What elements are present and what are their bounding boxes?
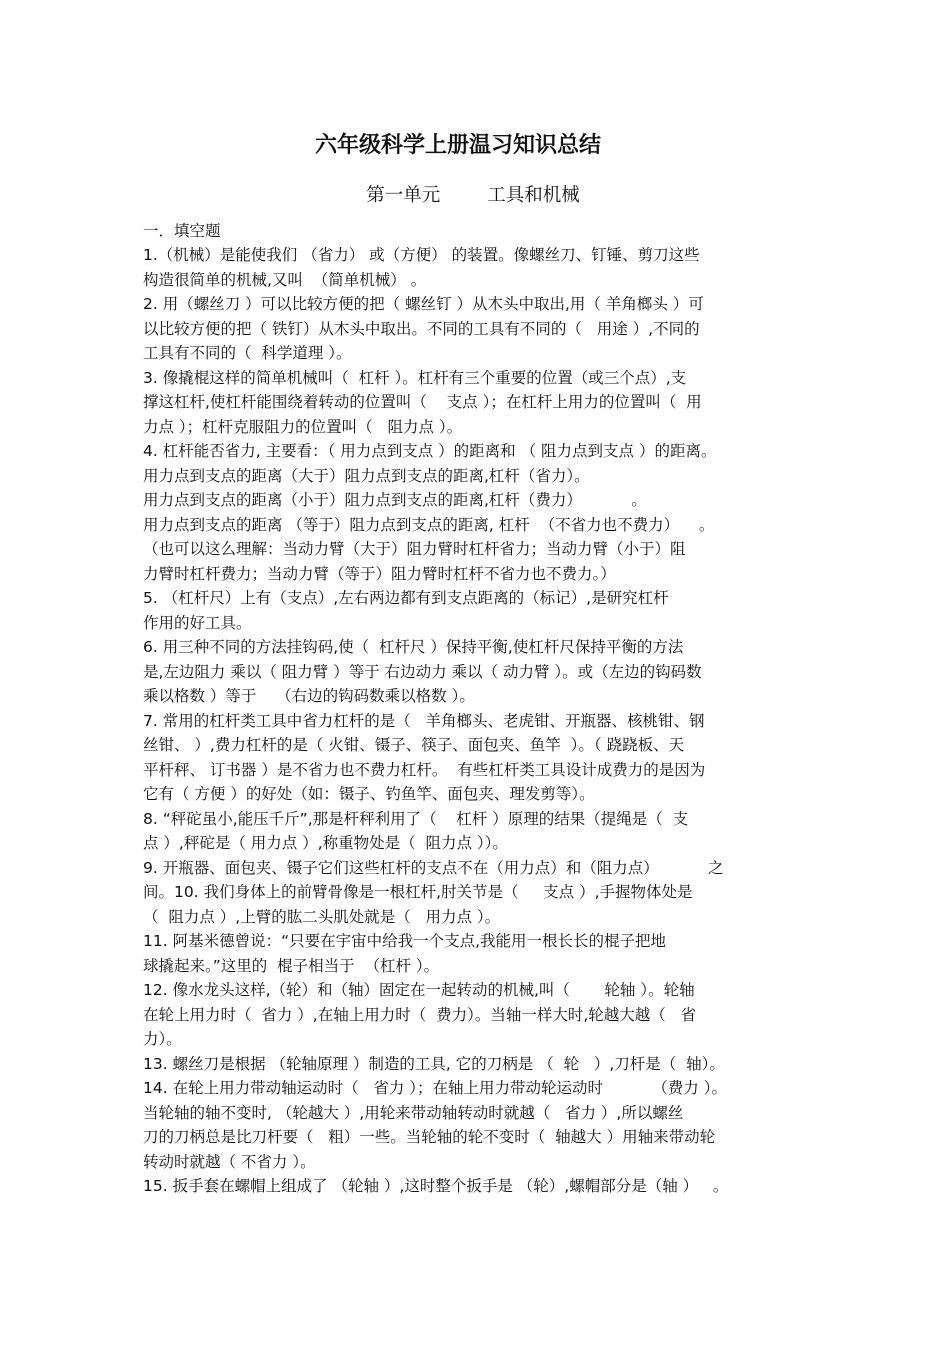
text-line: 14. 在轮上用力带动轴运动时（ 省力 ）；在轴上用力带动轮运动时 （费力 ）。 — [143, 1079, 727, 1097]
text-line: 作用的好工具。 — [143, 613, 252, 632]
text-line: （也可以这么理解：当动力臂（大于）阻力臂时杠杆省力；当动力臂（小于）阻 — [143, 540, 686, 558]
text-line: 转动时就越（ 不省力 ）。 — [143, 1152, 316, 1171]
text-line: 以比较方便的把（ 铁钉）从木头中取出。不同的工具有不同的（ 用途 ）,不同的 — [143, 319, 700, 338]
text-line: 8. “秤砣虽小,能压千斤”,那是杆秤利用了（ 杠杆 ）原理的结果（提绳是（ 支 — [143, 809, 689, 828]
text-line: 力）。 — [143, 1030, 182, 1048]
text-line: 3. 像撬棍这样的简单机械叫（ 杠杆 ）。杠杆有三个重要的位置（或三个点）,支 — [143, 368, 687, 387]
text-line: 丝钳、 ）,费力杠杆的是（ 火钳、镊子、筷子、面包夹、鱼竿 ）。（ 跷跷板、天 — [143, 736, 685, 754]
section-heading: 一．填空题 — [143, 222, 221, 240]
text-line: 6. 用三种不同的方法挂钩码,使（ 杠杆尺 ）保持平衡,使杠杆尺保持平衡的方法 — [143, 638, 684, 656]
text-line: 力臂时杠杆费力；当动力臂（等于）阻力臂时杠杆不省力也不费力。） — [143, 564, 616, 583]
text-line: 用力点到支点的距离（大于）阻力点到支点的距离,杠杆（省力）。 — [143, 466, 590, 485]
text-line: 构造很简单的机械,又叫 （简单机械） 。 — [143, 270, 427, 289]
text-line: 11. 阿基米德曾说：“只要在宇宙中给我一个支点,我能用一根长长的棍子把地 — [143, 932, 667, 950]
text-line: 工具有不同的（ 科学道理 ）。 — [143, 344, 352, 362]
text-line: 平杆秤、 订书器 ）是不省力也不费力杠杆。 有些杠杆类工具设计成费力的是因为 — [143, 760, 706, 779]
text-line: 乘以格数 ）等于 （右边的钩码数乘以格数 ）。 — [143, 687, 475, 705]
text-line: 撑这杠杆,使杠杆能围绕着转动的位置叫（ 支点 ）；在杠杆上用力的位置叫（ 用 — [143, 393, 702, 411]
text-line: 12. 像水龙头这样,（轮）和（轴）固定在一起转动的机械,叫（ 轮轴 ）。轮轴 — [143, 981, 695, 999]
text-line: （ 阻力点 ）,上臂的肱二头肌处就是（ 用力点 ）。 — [143, 907, 501, 926]
text-line: 13. 螺丝刀是根据 （轮轴原理 ）制造的工具, 它的刀柄是 （ 轮 ）,刀杆是（ 轴）。 — [143, 1054, 725, 1073]
text-line: 1.（机械）是能使我们 （省力） 或（方便） 的装置。像螺丝刀、钉锤、剪刀这些 — [143, 246, 700, 264]
text-line: 用力点到支点的距离 （等于）阻力点到支点的距离, 杠杆 （不省力也不费力） 。 — [143, 515, 715, 534]
text-line: 力点 ）；杠杆克服阻力的位置叫（ 阻力点 ）。 — [143, 417, 463, 436]
text-line: 2. 用（螺丝刀 ）可以比较方便的把（ 螺丝钉 ）从木头中取出,用（ 羊角榔头 ）可 — [143, 295, 704, 313]
text-line: 刀的刀柄总是比刀杆要（ 粗）一些。当轮轴的轮不变时（ 轴越大 ）用轴来带动轮 — [143, 1128, 716, 1146]
text-line: 当轮轴的轴不变时, （轮越大 ）,用轮来带动轴转动时就越（ 省力 ）,所以螺丝 — [143, 1103, 684, 1122]
text-line: 用力点到支点的距离（小于）阻力点到支点的距离,杠杆（费力） 。 — [143, 491, 647, 509]
unit-heading: 第一单元 工具和机械 — [366, 185, 580, 206]
text-line: 15. 扳手套在螺帽上组成了 （轮轴 ）,这时整个扳手是 （轮）,螺帽部分是（轴 ） 。 — [143, 1177, 729, 1195]
text-line: 球撬起来。”这里的 棍子相当于 （杠杆 ）。 — [143, 956, 440, 975]
document-body — [143, 243, 823, 1199]
text-line: 在轮上用力时（ 省力 ）,在轴上用力时（ 费力）。当轴一样大时,轮越大越（ 省 — [143, 1005, 697, 1024]
text-line: 是,左边阻力 乘以（ 阻力臂 ）等于 右边动力 乘以（ 动力臂 ）。或（左边的钩码数 — [143, 662, 702, 681]
text-line: 9. 开瓶器、面包夹、镊子它们这些杠杆的支点不在（用力点）和（阻力点） 之 — [143, 858, 724, 877]
text-line: 7. 常用的杠杆类工具中省力杠杆的是（ 羊角榔头、老虎钳、开瓶器、核桃钳、钢 — [143, 711, 705, 730]
document-title: 六年级科学上册温习知识总结 — [314, 133, 601, 158]
text-line: 5. （杠杆尺）上有（支点）,左右两边都有到支点距离的（标记）,是研究杠杆 — [143, 589, 669, 607]
text-line: 间。10. 我们身体上的前臂骨像是一根杠杆,肘关节是（ 支点 ）,手握物体处是 — [143, 883, 693, 901]
text-line: 点 ）,秤砣是（ 用力点 ）,称重物处是（ 阻力点 ））。 — [143, 834, 508, 852]
text-line: 它有（ 方便 ）的好处（如：镊子、钓鱼竿、面包夹、理发剪等）。 — [143, 785, 595, 803]
text-line: 4. 杠杆能否省力, 主要看：（ 用力点到支点 ）的距离和 （ 阻力点到支点 ）的距离。 — [143, 442, 717, 460]
